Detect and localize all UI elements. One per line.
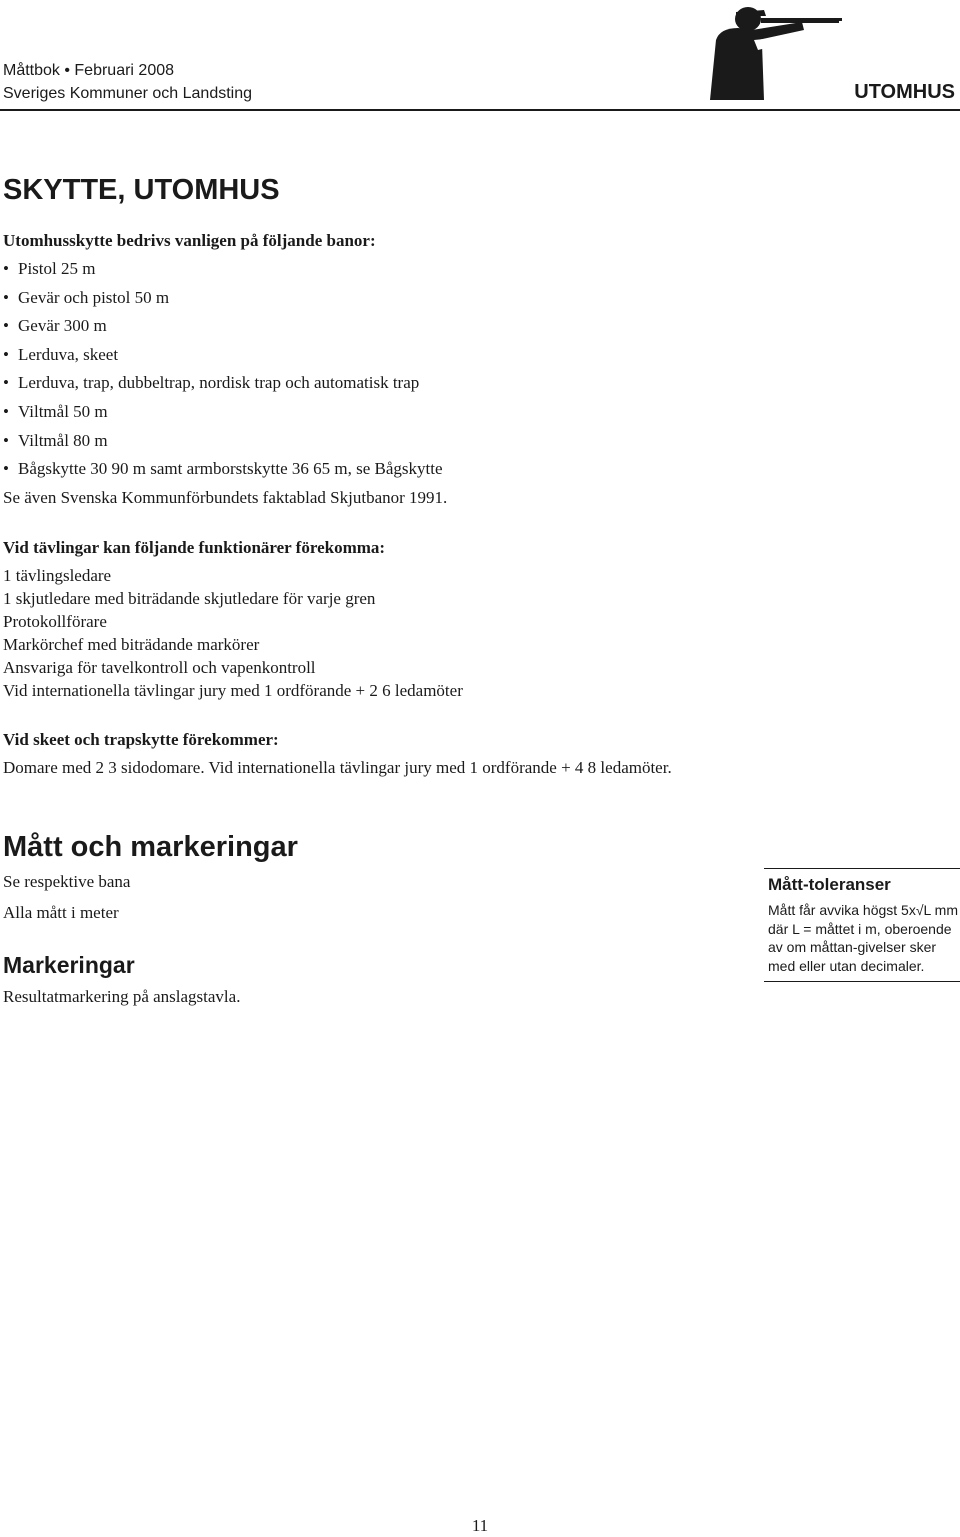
funktionar-line: Markörchef med biträdande markörer <box>3 635 260 654</box>
sidebar-title: Mått-toleranser <box>768 875 891 894</box>
sidebar-bottom-rule <box>764 981 960 982</box>
list-item: • Gevär 300 m <box>3 316 107 336</box>
list-item: • Viltmål 80 m <box>3 430 108 450</box>
sidebar-top-rule <box>764 868 960 869</box>
header-divider <box>0 109 960 111</box>
funktionar-line: Vid internationella tävlingar jury med 1 ordförande + 2 6 ledamöter <box>3 681 463 700</box>
funktionar-line: Protokollförare <box>3 612 107 631</box>
header-publication: Måttbok • Februari 2008 <box>3 62 175 79</box>
list-item: • Bågskytte 30 90 m samt armborstskytte 36 65 m, se Bågskytte <box>3 459 443 479</box>
list-item: • Lerduva, trap, dubbeltrap, nordisk trap och automatisk trap <box>3 373 420 393</box>
markeringar-heading: Markeringar <box>3 952 135 978</box>
funktionarer-heading: Vid tävlingar kan följande funktionärer förekomma: <box>3 538 386 557</box>
page-title: SKYTTE, UTOMHUS <box>3 174 280 206</box>
banor-list <box>3 255 743 484</box>
funktionar-line: 1 skjutledare med biträdande skjutledare för varje gren <box>3 589 376 608</box>
list-item: • Gevär och pistol 50 m <box>3 287 170 307</box>
matt-heading: Mått och markeringar <box>3 831 298 863</box>
header-organization: Sveriges Kommuner och Landsting <box>3 85 253 102</box>
list-item: • Viltmål 50 m <box>3 401 108 421</box>
skeet-heading: Vid skeet och trapskytte förekommer: <box>3 730 279 749</box>
matt-line: Alla mått i meter <box>3 903 119 922</box>
tolerance-sidebar <box>764 868 960 982</box>
banor-intro: Utomhusskytte bedrivs vanligen på följande banor: <box>3 231 376 250</box>
matt-line: Se respektive bana <box>3 872 131 891</box>
banor-see-also: Se även Svenska Kommunförbundets faktablad Skjutbanor 1991. <box>3 487 448 507</box>
rifle-shooter-icon <box>706 0 846 102</box>
header-section-label: UTOMHUS <box>854 81 955 103</box>
funktionar-line: 1 tävlingsledare <box>3 566 112 585</box>
list-item: • Pistol 25 m <box>3 259 96 278</box>
skeet-section <box>3 729 733 779</box>
markeringar-text: Resultatmarkering på anslagstavla. <box>3 987 241 1006</box>
skeet-text: Domare med 2 3 sidodomare. Vid internationella tävlingar jury med 1 ordförande + 4 8 ledamöter. <box>3 758 672 777</box>
banor-section <box>3 230 743 512</box>
funktionarer-section <box>3 537 743 702</box>
funktionar-line: Ansvariga för tavelkontroll och vapenkontroll <box>3 658 316 677</box>
page-number: 11 <box>471 1516 489 1535</box>
sidebar-body: Mått får avvika högst 5x√L mm där L = måttet i m, oberoende av om måttan-givelser sker med eller utan decimaler. <box>768 902 959 974</box>
list-item: • Lerduva, skeet <box>3 344 119 364</box>
